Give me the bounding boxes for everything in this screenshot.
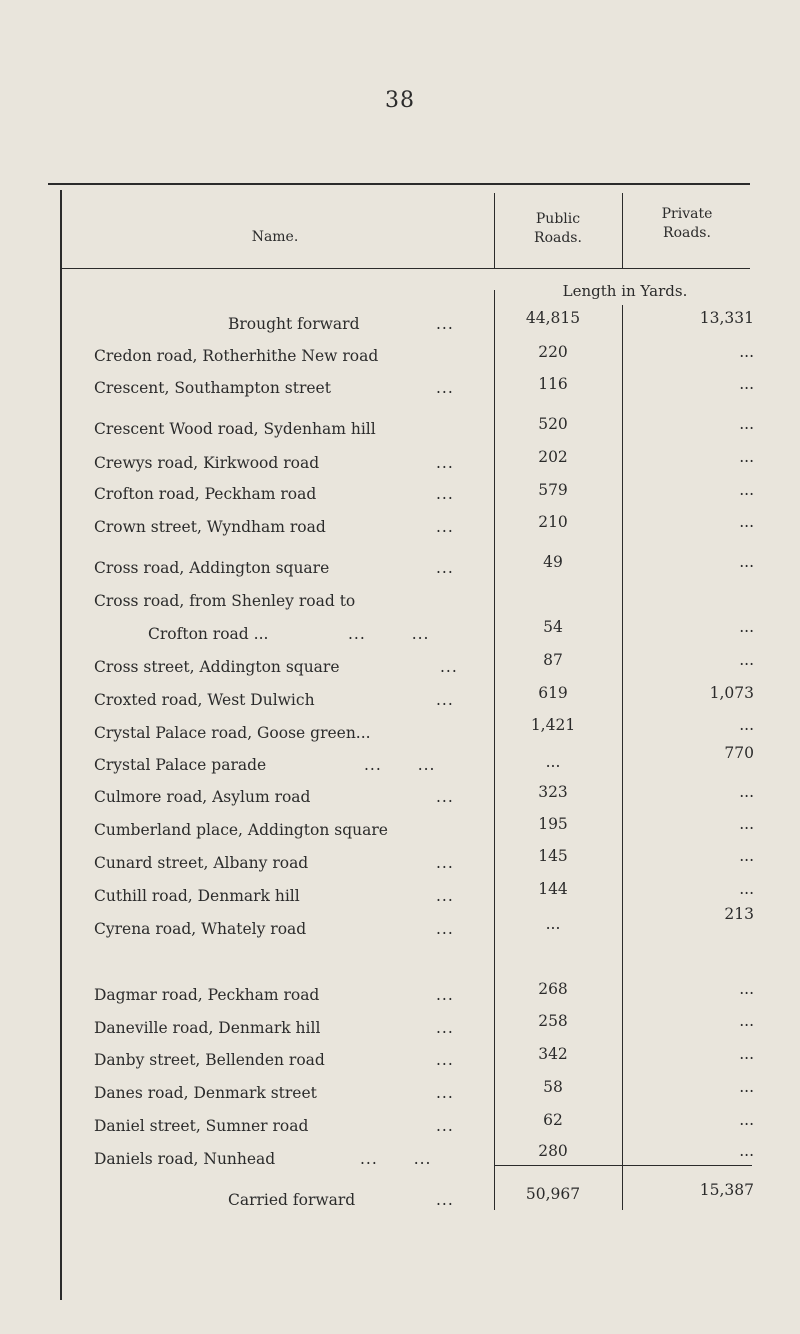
header-divider-2 [622,193,623,269]
row-name: Daniel street, Sumner road [94,1117,309,1135]
row-name: Dagmar road, Peckham road [94,986,320,1004]
table-left-border [60,190,62,1300]
row-name: Cross road, Addington square [94,559,330,577]
carried-forward-private: 15,387 [699,1181,754,1199]
header-bottom-rule [62,268,750,269]
row-public: 145 [538,847,568,865]
row-private: ... [739,343,754,361]
row-name: Brought forward [228,315,360,333]
row-private: ... [739,847,754,865]
carried-forward-dots: ... [436,1191,454,1209]
row-name: Cross street, Addington square [94,658,340,676]
row-private: ... [739,513,754,531]
row-public: 258 [538,1012,568,1030]
row-public: 202 [538,448,568,466]
row-name: Cunard street, Albany road [94,854,309,872]
row-name: Danes road, Denmark street [94,1084,317,1102]
row-public: 520 [538,415,568,433]
row-dots: ... [440,658,458,676]
row-name: Crofton road, Peckham road [94,485,317,503]
header-public-roads [496,210,620,248]
row-public: 62 [543,1111,563,1129]
row-name: Crewys road, Kirkwood road [94,454,320,472]
header-public-line2: Roads. [534,230,582,246]
row-private: ... [739,980,754,998]
row-public: 268 [538,980,568,998]
row-private: ... [739,553,754,571]
row-private: ... [739,481,754,499]
row-public: 342 [538,1045,568,1063]
length-in-yards-label: Length in Yards. [562,282,688,300]
header-private-line1: Private [661,206,713,222]
row-name: Croxted road, West Dulwich [94,691,315,709]
row-name: Credon road, Rotherhithe New road [94,347,379,365]
row-private: 1,073 [709,684,754,702]
row-public: 44,815 [525,309,581,327]
row-private: 13,331 [699,309,754,327]
row-name: Danby street, Bellenden road [94,1051,325,1069]
row-public: 116 [538,375,568,393]
row-public: 1,421 [530,716,576,734]
row-private: ... [739,448,754,466]
row-private: ... [739,880,754,898]
header-public-line1: Public [535,211,581,227]
row-public: ... [545,753,561,771]
row-private: ... [739,1045,754,1063]
row-dots: ... [436,920,454,938]
header-name: Name. [251,229,299,245]
row-dots: ... [436,1019,454,1037]
row-private: ... [739,716,754,734]
row-private: ... [739,815,754,833]
row-dots: ... [436,691,454,709]
row-public: 220 [538,343,568,361]
row-name: Daneville road, Denmark hill [94,1019,321,1037]
row-public: 323 [538,783,568,801]
header-private-line2: Roads. [663,225,711,241]
row-dots: ... [436,454,454,472]
row-dots: ... ... [360,1150,432,1168]
row-name: Crystal Palace parade [94,756,267,774]
row-dots: ... [436,559,454,577]
row-dots: ... ... [364,756,436,774]
total-rule [494,1165,752,1166]
row-private: ... [739,415,754,433]
row-public: 579 [538,481,568,499]
row-name: Crofton road ... [148,625,269,643]
row-name: Cuthill road, Denmark hill [94,887,300,905]
row-dots: ... [436,315,454,333]
row-public: 210 [538,513,568,531]
row-private: ... [739,375,754,393]
row-public: 195 [538,815,568,833]
table-top-rule [48,183,750,185]
row-private: 770 [724,744,754,762]
row-dots: ... [436,379,454,397]
row-dots: ... [436,518,454,536]
header-private-roads [624,205,750,243]
row-public: 280 [538,1142,568,1160]
row-dots: ... [436,788,454,806]
row-dots: ... [436,854,454,872]
row-name: Daniels road, Nunhead [94,1150,276,1168]
row-name: Cumberland place, Addington square [94,821,388,839]
row-name: Crystal Palace road, Goose green... [94,724,371,742]
row-dots: ... [436,986,454,1004]
row-private: ... [739,1142,754,1160]
row-name: Culmore road, Asylum road [94,788,311,806]
row-name: Cyrena road, Whately road [94,920,307,938]
row-dots: ... [436,1051,454,1069]
row-name: Crescent, Southampton street [94,379,331,397]
row-name: Crown street, Wyndham road [94,518,326,536]
row-name: Crescent Wood road, Sydenham hill [94,420,376,438]
row-dots: ... ... [348,625,430,643]
header-divider-1 [494,193,495,269]
carried-forward-public: 50,967 [525,1185,581,1203]
row-public: 144 [538,880,568,898]
carried-forward-label: Carried forward [228,1191,356,1209]
row-dots: ... [436,887,454,905]
row-private: ... [739,1078,754,1096]
row-private: ... [739,783,754,801]
row-private: ... [739,618,754,636]
row-dots: ... [436,1117,454,1135]
row-private: ... [739,1012,754,1030]
row-public: 49 [543,553,563,571]
row-dots: ... [436,485,454,503]
row-public: ... [545,915,561,933]
row-public: 619 [538,684,568,702]
row-dots: ... [436,1084,454,1102]
row-private: ... [739,651,754,669]
row-private: 213 [724,905,754,923]
row-name: Cross road, from Shenley road to [94,592,356,610]
row-public: 54 [543,618,563,636]
row-public: 87 [543,651,563,669]
page-number: 38 [385,88,415,113]
row-public: 58 [543,1078,563,1096]
row-private: ... [739,1111,754,1129]
